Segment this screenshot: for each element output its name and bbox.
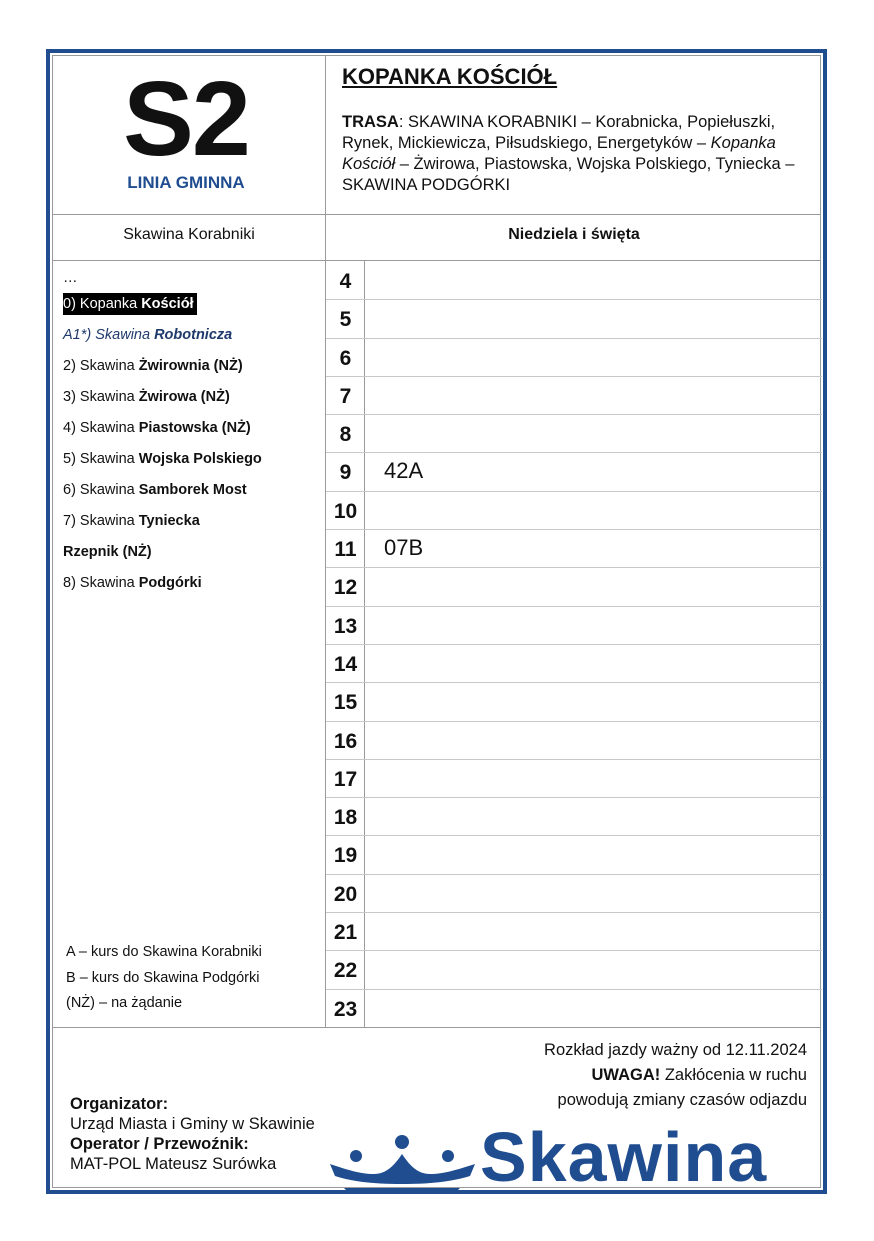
route-current-stop: Kopanka Kościół bbox=[342, 134, 776, 173]
hour-row bbox=[326, 453, 822, 491]
timetable-hours bbox=[326, 262, 822, 1028]
hour-label: 12 bbox=[333, 576, 358, 600]
hour-row bbox=[326, 377, 822, 415]
hour-row bbox=[326, 951, 822, 989]
hour-label: 20 bbox=[333, 882, 358, 906]
legend bbox=[66, 940, 262, 1017]
crown-icon bbox=[330, 1130, 475, 1192]
hour-row bbox=[326, 875, 822, 913]
legend-item: (NŻ) – na żądanie bbox=[66, 995, 183, 1011]
line-number: S2 bbox=[123, 60, 249, 178]
departure-minutes: 42A bbox=[384, 458, 424, 484]
header-bottom-line bbox=[52, 214, 821, 215]
hour-row bbox=[326, 836, 822, 874]
hour-row bbox=[326, 990, 822, 1028]
hour-label: 22 bbox=[333, 959, 358, 983]
validity-notice bbox=[544, 1038, 807, 1113]
hour-label: 19 bbox=[333, 844, 358, 868]
hour-row bbox=[326, 339, 822, 377]
warning-label: UWAGA! bbox=[591, 1066, 661, 1084]
hour-row bbox=[326, 530, 822, 568]
hour-label: 16 bbox=[333, 729, 358, 753]
stop-item: A1*) Skawina Robotnicza bbox=[63, 327, 233, 343]
hour-row bbox=[326, 760, 822, 798]
line-type: LINIA GMINNA bbox=[127, 173, 245, 192]
hour-label: 21 bbox=[333, 921, 358, 945]
stop-item: 8) Skawina Podgórki bbox=[63, 575, 202, 591]
hour-row bbox=[326, 607, 822, 645]
departure-minutes: 07B bbox=[384, 535, 424, 561]
hour-row bbox=[326, 798, 822, 836]
hour-label: 7 bbox=[339, 384, 352, 408]
subheader-bottom-line bbox=[52, 260, 821, 261]
organizer-label: Organizator: bbox=[70, 1095, 169, 1113]
operator-name: MAT-POL Mateusz Surówka bbox=[70, 1155, 277, 1173]
legend-item: A – kurs do Skawina Korabniki bbox=[66, 944, 262, 960]
stop-item: 4) Skawina Piastowska (NŻ) bbox=[63, 420, 251, 436]
legend-item: B – kurs do Skawina Podgórki bbox=[66, 969, 260, 986]
hour-label: 8 bbox=[339, 423, 352, 447]
hour-label: 14 bbox=[333, 652, 358, 676]
hour-label: 9 bbox=[339, 461, 352, 485]
stop-item: 2) Skawina Żwirownia (NŻ) bbox=[63, 358, 243, 374]
hour-label: 4 bbox=[339, 270, 352, 293]
stop-name: KOPANKA KOŚCIÓŁ bbox=[342, 64, 558, 89]
hour-row bbox=[326, 415, 822, 453]
organizer-info bbox=[70, 1094, 315, 1174]
hour-row bbox=[326, 913, 822, 951]
operator-label: Operator / Przewoźnik: bbox=[70, 1135, 249, 1153]
stop-item: 6) Skawina Samborek Most bbox=[63, 482, 247, 498]
organizer-name: Urząd Miasta i Gminy w Skawinie bbox=[70, 1115, 315, 1133]
hour-row bbox=[326, 568, 822, 606]
hour-label: 11 bbox=[334, 538, 357, 562]
direction-label: Skawina Korabniki bbox=[123, 226, 255, 243]
day-type-label: Niedziela i święta bbox=[508, 226, 640, 243]
hour-row bbox=[326, 262, 822, 300]
stop-item: 3) Skawina Żwirowa (NŻ) bbox=[63, 389, 230, 405]
stop-item-previous: … bbox=[63, 270, 78, 286]
route-part-1: : SKAWINA KORABNIKI – Korabnicka, Popiełuszki, Rynek, Mickiewicza, Piłsudskiego, Energetyków – bbox=[342, 113, 776, 152]
hour-row bbox=[326, 492, 822, 530]
hour-label: 5 bbox=[339, 308, 352, 332]
stop-list bbox=[63, 267, 321, 599]
hour-label: 23 bbox=[333, 997, 358, 1021]
stop-item-current: 0) Kopanka Kościół bbox=[63, 289, 321, 320]
hour-label: 15 bbox=[333, 691, 358, 715]
stop-item: 7) Skawina Tyniecka bbox=[63, 513, 200, 529]
hour-row bbox=[326, 300, 822, 338]
hour-label: 13 bbox=[333, 614, 358, 638]
route-description bbox=[342, 112, 817, 196]
hour-label: 6 bbox=[339, 346, 352, 370]
hour-row bbox=[326, 683, 822, 721]
hour-label: 10 bbox=[333, 499, 358, 523]
warning-line: UWAGA! Zakłócenia w ruchu bbox=[591, 1066, 807, 1084]
stop-item: Rzepnik (NŻ) bbox=[63, 544, 152, 560]
route-part-2: – Żwirowa, Piastowska, Wojska Polskiego, Tyniecka – SKAWINA PODGÓRKI bbox=[342, 155, 795, 194]
logo-text: Skawina bbox=[480, 1118, 768, 1196]
hour-row bbox=[326, 645, 822, 683]
hour-label: 18 bbox=[333, 806, 358, 830]
warning-line-2: powodują zmiany czasów odjazdu bbox=[557, 1091, 807, 1109]
hour-label: 17 bbox=[333, 767, 358, 791]
skawina-logo bbox=[330, 1118, 825, 1196]
route-label: TRASA bbox=[342, 113, 399, 131]
hour-row bbox=[326, 722, 822, 760]
valid-from: Rozkład jazdy ważny od 12.11.2024 bbox=[544, 1041, 807, 1059]
stop-item: 5) Skawina Wojska Polskiego bbox=[63, 451, 262, 467]
